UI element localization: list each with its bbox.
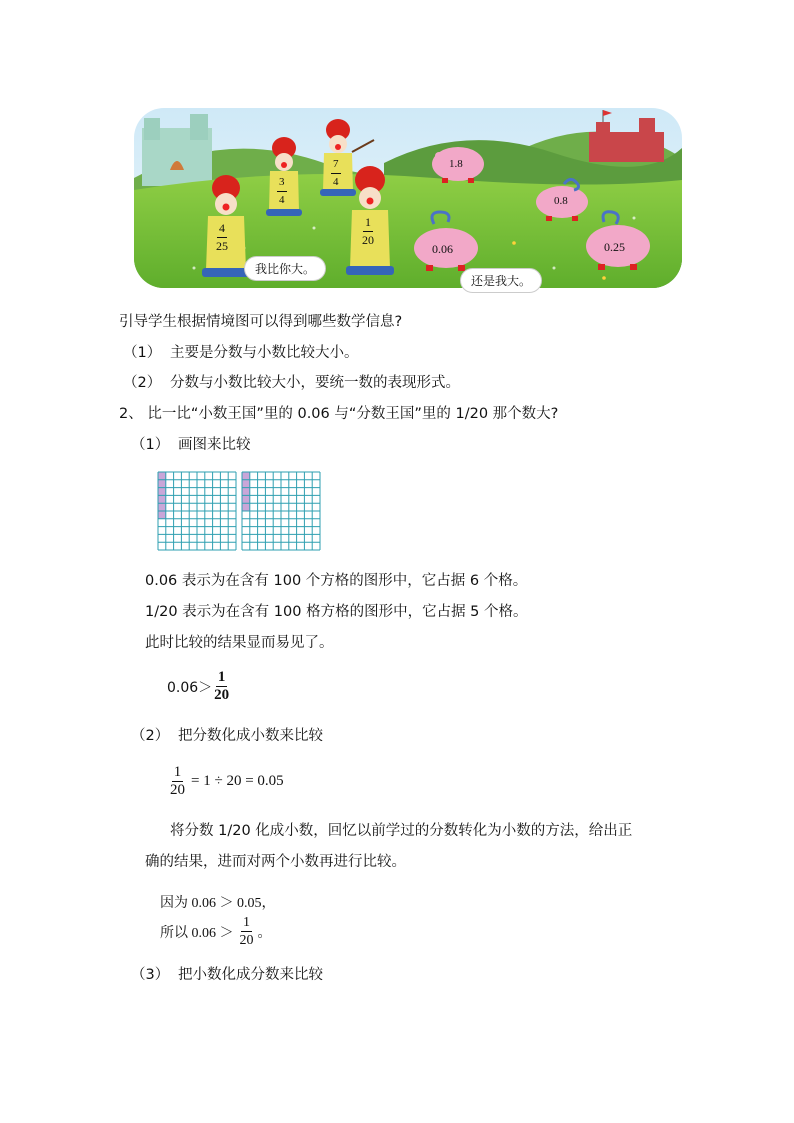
equation-fraction xyxy=(168,764,187,799)
therefore-line xyxy=(160,914,272,949)
clown-label-den: 4 xyxy=(333,176,339,188)
clown-label-den: 25 xyxy=(216,239,228,253)
sub-1-text: 画图来比较 xyxy=(178,437,251,453)
explanation-line-1: 将分数 1/20 化成小数，回忆以前学过的分数转化为小数的方法，给出正 xyxy=(170,823,633,839)
shaded-cell xyxy=(158,511,166,519)
because-line: 因为 0.06 ＞ 0.05， xyxy=(160,896,276,911)
item-2-number: （2） xyxy=(123,375,162,391)
comparison-grids xyxy=(157,471,321,553)
therefore-end: 。 xyxy=(257,925,272,941)
fraction-numerator: 1 xyxy=(173,764,182,780)
grid-line-a: 0.06 表示为在含有 100 个方格的图形中，它占据 6 个格。 xyxy=(145,573,528,589)
therefore-left: 所以 0.06 ＞ xyxy=(160,925,234,941)
clown-label-den: 20 xyxy=(362,233,374,247)
shaded-cell xyxy=(158,472,166,480)
speech-bubble-left: 我比你大。 xyxy=(244,256,326,281)
grid-svg xyxy=(157,471,321,553)
fraction-denominator: 20 xyxy=(214,687,230,703)
therefore-fraction xyxy=(238,914,256,949)
fraction-denominator: 20 xyxy=(239,933,254,948)
item-1-number: （1） xyxy=(123,345,162,361)
shaded-cell xyxy=(242,503,250,511)
pig-label-0-25: 0.25 xyxy=(604,240,625,254)
clown-label-num: 7 xyxy=(331,156,341,174)
comparison-fraction xyxy=(212,669,231,704)
shaded-cell xyxy=(242,472,250,480)
pig-label-0-8: 0.8 xyxy=(554,195,568,207)
comparison-result xyxy=(167,669,231,704)
clown-label-1-20 xyxy=(360,214,376,249)
clown-label-num: 3 xyxy=(277,174,287,192)
clown-label-num: 4 xyxy=(217,220,227,238)
fraction-numerator: 1 xyxy=(217,669,226,685)
clown-label-den: 4 xyxy=(279,194,285,206)
equation-rest: = 1 ÷ 20 = 0.05 xyxy=(191,773,284,789)
clown-label-7-4 xyxy=(331,156,341,191)
clown-label-4-25 xyxy=(214,220,230,255)
sub-3-text: 把小数化成分数来比较 xyxy=(178,967,323,983)
grid-line-b: 1/20 表示为在含有 100 格方格的图形中，它占据 5 个格。 xyxy=(145,604,528,620)
sub-3-number: （3） xyxy=(131,967,170,983)
shaded-cell xyxy=(242,480,250,488)
explanation-line-2: 确的结果，进而对两个小数再进行比较。 xyxy=(145,854,406,870)
scene-illustration xyxy=(134,108,682,288)
shaded-cell xyxy=(158,495,166,503)
speech-bubble-right: 还是我大。 xyxy=(460,268,542,293)
pig-label-1-8: 1.8 xyxy=(449,158,463,170)
fraction-numerator: 1 xyxy=(243,915,250,930)
scene-svg xyxy=(134,108,682,288)
item-2-text: 分数与小数比较大小，要统一数的表现形式。 xyxy=(170,375,460,391)
shaded-cell xyxy=(242,495,250,503)
shaded-cell xyxy=(242,488,250,496)
clown-label-3-4 xyxy=(277,174,287,209)
intro-question: 引导学生根据情境图可以得到哪些数学信息? xyxy=(119,314,403,330)
shaded-cell xyxy=(158,480,166,488)
shaded-cell xyxy=(158,488,166,496)
fraction-denominator: 20 xyxy=(170,782,185,798)
clown-label-num: 1 xyxy=(363,214,373,232)
sub-1-number: （1） xyxy=(131,437,170,453)
sub-2-text: 把分数化成小数来比较 xyxy=(178,728,323,744)
section-2-heading: 2、 比一比“小数王国”里的 0.06 与“分数王国”里的 1/20 那个数大? xyxy=(119,406,559,422)
sub-2-number: （2） xyxy=(131,728,170,744)
comparison-left: 0.06＞ xyxy=(167,679,213,696)
conversion-equation xyxy=(168,764,284,799)
shaded-cell xyxy=(158,503,166,511)
item-1-text: 主要是分数与小数比较大小。 xyxy=(170,345,359,361)
pig-label-0-06: 0.06 xyxy=(432,242,453,256)
grid-line-c: 此时比较的结果显而易见了。 xyxy=(145,635,334,651)
